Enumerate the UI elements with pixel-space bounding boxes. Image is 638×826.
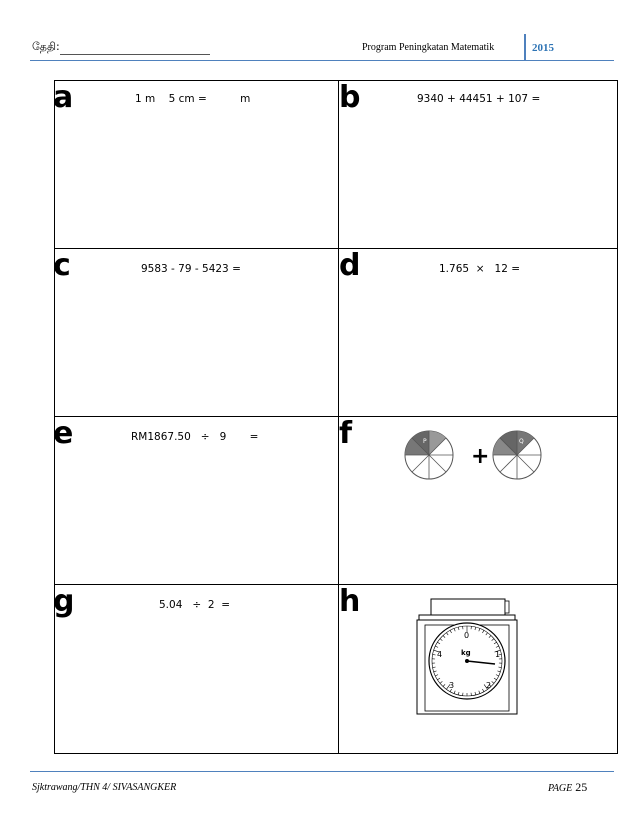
pie-p — [405, 431, 453, 479]
date-blank-line — [60, 44, 210, 55]
pie-p-label: P — [423, 438, 427, 445]
question-grid — [54, 80, 618, 754]
pie-q — [493, 431, 541, 479]
cell-b — [339, 81, 617, 249]
cell-f-letter: f — [339, 416, 353, 451]
dial-number-1: 1 — [495, 650, 501, 659]
header-separator — [524, 34, 526, 60]
cell-e-question: RM1867.50 ÷ 9 = — [131, 431, 259, 443]
dial-unit: kg — [461, 649, 471, 657]
cell-d-question: 1.765 × 12 = — [439, 263, 521, 275]
fraction-pies — [403, 425, 563, 485]
header-year: 2015 — [532, 42, 554, 54]
dial-number-0: 0 — [464, 631, 470, 640]
weighing-scale — [413, 595, 523, 715]
cell-g — [55, 585, 339, 753]
cell-g-letter: g — [53, 584, 75, 619]
dial-number-4: 4 — [437, 650, 443, 659]
page-number: 25 — [575, 780, 588, 794]
header-rule — [30, 60, 614, 61]
cell-f — [339, 417, 617, 585]
cell-c-letter: c — [53, 248, 71, 283]
plus-sign: + — [471, 444, 490, 469]
cell-b-letter: b — [339, 80, 361, 115]
cell-a — [55, 81, 339, 249]
pie-q-label: Q — [519, 438, 524, 445]
cell-d-letter: d — [339, 248, 361, 283]
program-title: Program Peningkatan Matematik — [362, 42, 495, 53]
dial-number-3: 3 — [449, 681, 455, 690]
date-field — [32, 40, 210, 55]
cell-c — [55, 249, 339, 417]
footer-left: Sjktrawang/THN 4/ SIVASANGKER — [32, 782, 177, 793]
cell-d — [339, 249, 617, 417]
cell-c-question: 9583 - 79 - 5423 = — [141, 263, 241, 275]
cell-e — [55, 417, 339, 585]
page-label: PAGE — [548, 783, 573, 794]
cell-a-letter: a — [53, 80, 74, 115]
cell-h-letter: h — [339, 584, 361, 619]
date-label: தேதி: — [32, 40, 60, 53]
cell-b-question: 9340 + 44451 + 107 = — [417, 93, 541, 105]
cell-e-letter: e — [53, 416, 74, 451]
cell-h — [339, 585, 617, 753]
cell-a-question: 1 m 5 cm = m — [135, 93, 251, 105]
footer-page — [548, 780, 587, 795]
cell-g-question: 5.04 ÷ 2 = — [159, 599, 231, 611]
footer-rule — [30, 771, 614, 772]
scale-box — [431, 599, 505, 615]
dial-number-2: 2 — [486, 681, 492, 690]
